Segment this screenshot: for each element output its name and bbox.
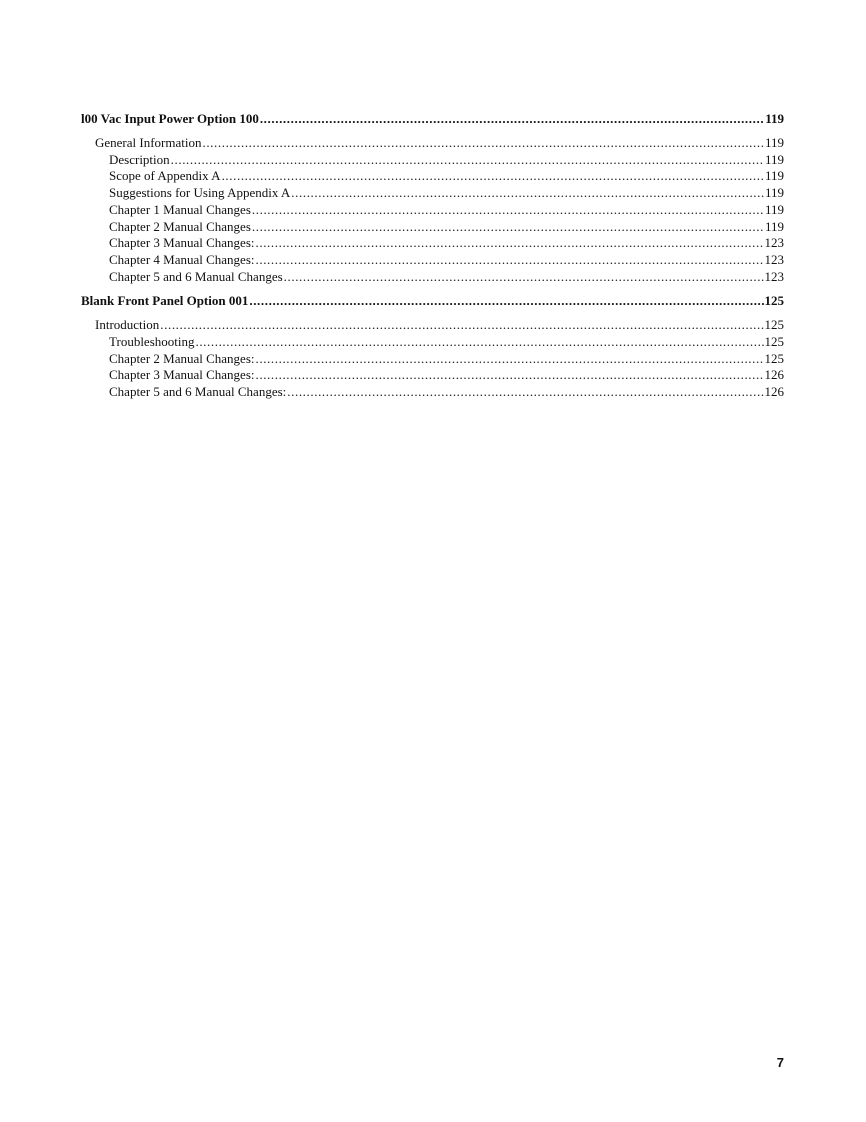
toc-entry-label: Suggestions for Using Appendix A xyxy=(109,185,291,201)
toc-leader-dots xyxy=(256,235,764,252)
table-of-contents xyxy=(81,110,784,408)
page-number: 7 xyxy=(776,1055,784,1070)
toc-entry-page: 126 xyxy=(764,384,784,400)
toc-heading-page: 119 xyxy=(765,111,784,126)
toc-leader-dots xyxy=(256,252,764,269)
toc-leader-dots xyxy=(160,317,763,334)
toc-entry[interactable] xyxy=(81,269,784,286)
toc-leader-dots xyxy=(171,152,764,169)
toc-entry-label: Introduction xyxy=(95,317,160,333)
toc-entry-page: 125 xyxy=(764,334,784,350)
toc-section-option-001 xyxy=(81,292,784,401)
toc-entry[interactable] xyxy=(81,252,784,269)
toc-leader-dots xyxy=(287,384,763,401)
toc-entry[interactable] xyxy=(81,152,784,169)
toc-leader-dots xyxy=(252,219,764,236)
toc-entry-page: 126 xyxy=(764,367,784,383)
toc-entry-page: 119 xyxy=(764,151,784,167)
toc-leader-dots xyxy=(202,135,763,152)
toc-entry[interactable] xyxy=(81,334,784,351)
toc-entry[interactable] xyxy=(81,185,784,202)
toc-entry-label: Chapter 4 Manual Changes: xyxy=(109,251,255,267)
toc-leader-dots xyxy=(256,367,764,384)
toc-entry-page: 123 xyxy=(764,251,784,267)
toc-entry-label: Chapter 3 Manual Changes: xyxy=(109,367,255,383)
toc-entry[interactable] xyxy=(81,367,784,384)
toc-heading-label: Blank Front Panel Option 001 xyxy=(81,293,249,309)
toc-heading-page: 125 xyxy=(764,293,784,309)
toc-entry-label: Scope of Appendix A xyxy=(109,168,221,184)
toc-entry-page: 125 xyxy=(764,317,784,333)
toc-leader-dots xyxy=(222,168,764,185)
toc-entry-label: Chapter 5 and 6 Manual Changes xyxy=(109,268,283,284)
toc-heading-label: l00 Vac Input Power Option 100 xyxy=(81,111,259,126)
toc-entry[interactable] xyxy=(81,168,784,185)
toc-entry[interactable] xyxy=(81,351,784,368)
toc-entry-page: 119 xyxy=(764,218,784,234)
toc-leader-dots xyxy=(291,185,764,202)
toc-entry-label: Chapter 5 and 6 Manual Changes: xyxy=(109,384,287,400)
toc-entry-label: Troubleshooting xyxy=(109,334,195,350)
toc-leader-dots xyxy=(252,202,764,219)
toc-entry-page: 123 xyxy=(764,268,784,284)
toc-entry[interactable] xyxy=(81,317,784,334)
toc-entry-page: 119 xyxy=(764,168,784,184)
toc-entry[interactable] xyxy=(81,135,784,152)
toc-entry-label: General Information xyxy=(95,135,202,150)
toc-entry[interactable] xyxy=(81,202,784,219)
toc-entry-page: 119 xyxy=(764,185,784,201)
toc-entry-label: Chapter 1 Manual Changes xyxy=(109,201,251,217)
toc-section-option-100 xyxy=(81,110,784,285)
toc-entry-label: Description xyxy=(109,151,170,167)
toc-entry-page: 119 xyxy=(764,201,784,217)
toc-entry[interactable] xyxy=(81,219,784,236)
toc-leader-dots xyxy=(284,269,764,286)
toc-heading[interactable] xyxy=(81,292,784,310)
toc-entry-label: Chapter 3 Manual Changes: xyxy=(109,235,255,251)
toc-leader-dots xyxy=(256,351,764,368)
toc-leader-dots xyxy=(249,292,763,310)
toc-leader-dots xyxy=(195,334,763,351)
toc-entry-page: 123 xyxy=(764,235,784,251)
toc-entry-page: 119 xyxy=(764,135,784,150)
toc-entry-label: Chapter 2 Manual Changes xyxy=(109,218,251,234)
toc-entry-label: Chapter 2 Manual Changes: xyxy=(109,350,255,366)
toc-entry[interactable] xyxy=(81,384,784,401)
toc-heading[interactable] xyxy=(81,110,784,128)
toc-leader-dots xyxy=(260,110,764,128)
toc-entry[interactable] xyxy=(81,235,784,252)
toc-entry-page: 125 xyxy=(764,350,784,366)
